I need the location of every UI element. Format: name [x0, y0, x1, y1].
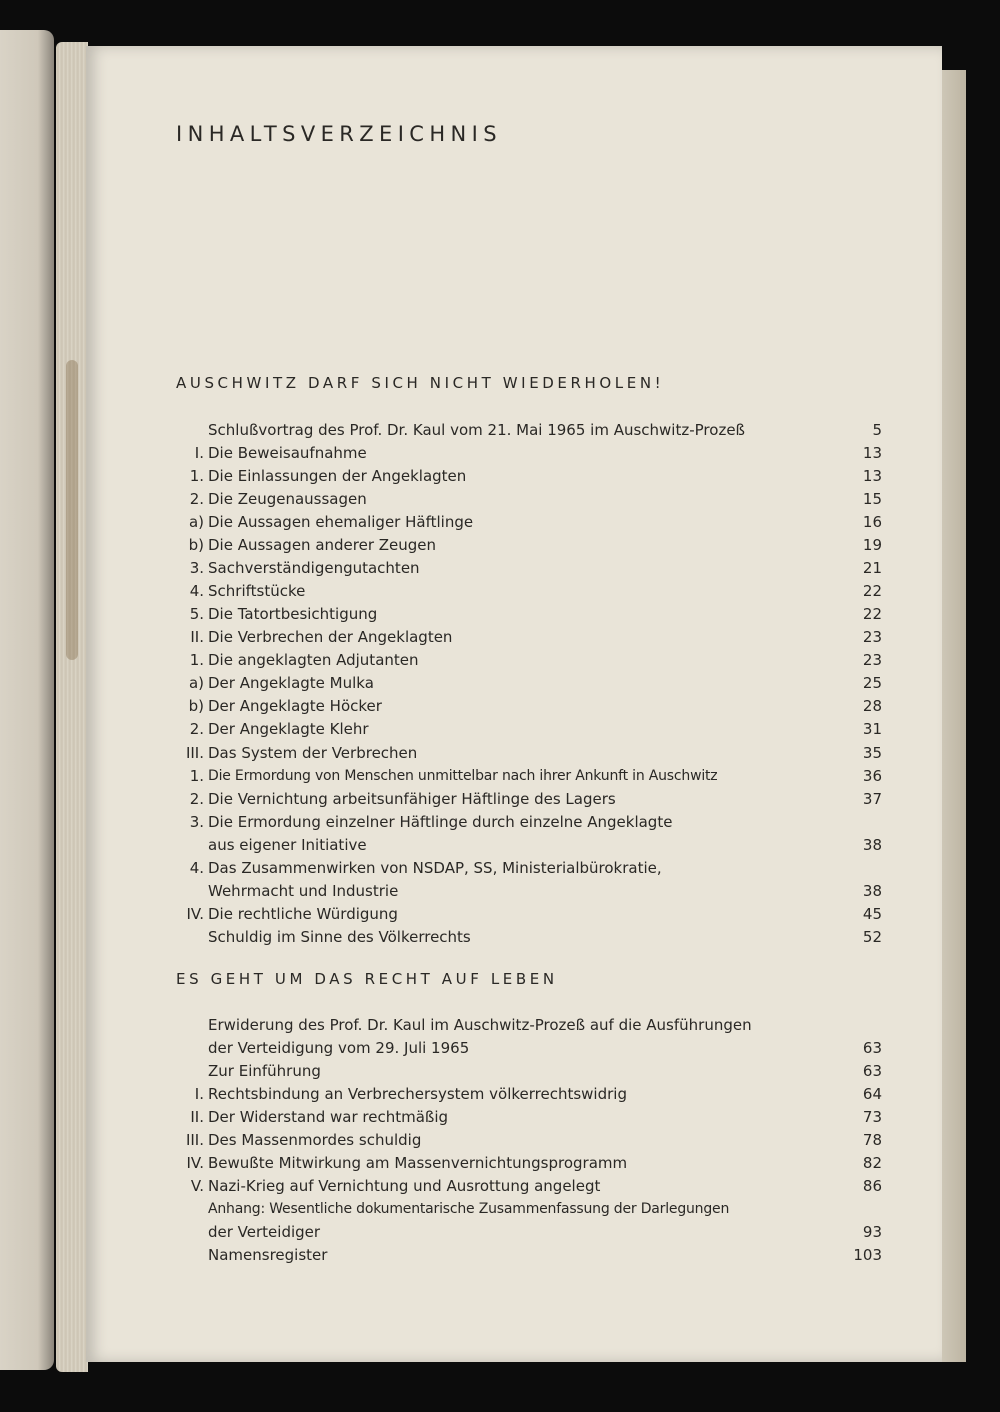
toc-entry [150, 649, 890, 671]
toc-entry-title: Schriftstücke [208, 582, 306, 600]
toc-entry-page: 93 [862, 1223, 882, 1241]
toc-entry-title: Bewußte Mitwirkung am Massenvernichtungsprogramm [208, 1154, 628, 1172]
toc-entry-number: II. [190, 1108, 204, 1126]
toc-entry-title: aus eigener Initiative [208, 836, 367, 854]
toc-entry-title: Die Vernichtung arbeitsunfähiger Häftlinge des Lagers [208, 790, 616, 808]
section-heading-recht-auf-leben: ES GEHT UM DAS RECHT AUF LEBEN [176, 970, 558, 988]
toc-entry-title: der Verteidiger [208, 1223, 321, 1241]
toc-entry-page: 5 [872, 421, 882, 439]
toc-entry-page: 63 [862, 1062, 882, 1080]
toc-entry-number: 2. [189, 720, 204, 738]
toc-entry-page: 22 [862, 582, 882, 600]
toc-entry [150, 765, 890, 787]
toc-entry-page: 45 [862, 905, 882, 923]
toc-entry-page: 31 [862, 720, 882, 738]
toc-entry [150, 1152, 890, 1174]
toc-entry [150, 903, 890, 925]
toc-entry-number: V. [190, 1177, 204, 1195]
toc-entry [150, 442, 890, 464]
toc-entry-title: Erwiderung des Prof. Dr. Kaul im Auschwitz-Prozeß auf die Ausführungen [208, 1016, 752, 1034]
toc-entry-title: Rechtsbindung an Verbrechersystem völkerrechtswidrig [208, 1085, 627, 1103]
toc-entry [150, 1129, 890, 1151]
toc-entry-title: Die Beweisaufnahme [208, 444, 367, 462]
toc-entry [150, 672, 890, 694]
toc-entry-title: Namensregister [208, 1246, 328, 1264]
left-page-edge [0, 30, 54, 1370]
toc-entry [150, 511, 890, 533]
toc-entry [150, 926, 890, 948]
toc-entry [150, 834, 890, 856]
toc-entry-title: Die Ermordung von Menschen unmittelbar nach ihrer Ankunft in Auschwitz [208, 768, 718, 784]
toc-entry-title: Wehrmacht und Industrie [208, 882, 399, 900]
section-heading-auschwitz: AUSCHWITZ DARF SICH NICHT WIEDERHOLEN! [176, 374, 665, 392]
toc-entry-title: Die Aussagen anderer Zeugen [208, 536, 437, 554]
toc-entry [150, 857, 890, 879]
toc-entry-page: 19 [862, 536, 882, 554]
toc-entry-title: Die Tatortbesichtigung [208, 605, 378, 623]
toc-entry-page: 25 [862, 674, 882, 692]
toc-entry-title: Die Aussagen ehemaliger Häftlinge [208, 513, 474, 531]
toc-entry-number: a) [188, 674, 204, 692]
toc-entry-page: 16 [862, 513, 882, 531]
toc-entry-title: Der Widerstand war rechtmäßig [208, 1108, 449, 1126]
toc-entry-title: Schlußvortrag des Prof. Dr. Kaul vom 21. Mai 1965 im Auschwitz-Prozeß [208, 421, 745, 439]
toc-entry-page: 86 [862, 1177, 882, 1195]
toc-entry [150, 626, 890, 648]
toc-entry-page: 78 [862, 1131, 882, 1149]
toc-entry-number: 1. [189, 651, 204, 669]
toc-entry-title: Des Massenmordes schuldig [208, 1131, 422, 1149]
toc-entry-number: I. [194, 1085, 204, 1103]
toc-entry [150, 1014, 890, 1036]
toc-entry-page: 73 [862, 1108, 882, 1126]
toc-entry [150, 1221, 890, 1243]
toc-entry-title: Die Einlassungen der Angeklagten [208, 467, 467, 485]
toc-entry-page: 82 [862, 1154, 882, 1172]
toc-entry-number: 2. [189, 490, 204, 508]
toc-entry [150, 1106, 890, 1128]
toc-entry-title: Sachverständigengutachten [208, 559, 420, 577]
toc-entry-title: Die Verbrechen der Angeklagten [208, 628, 453, 646]
toc-entry-number: 4. [189, 582, 204, 600]
toc-entry [150, 718, 890, 740]
toc-entry-number: IV. [186, 905, 204, 923]
toc-entry-page: 13 [862, 444, 882, 462]
toc-entry-title: Schuldig im Sinne des Völkerrechts [208, 928, 471, 946]
toc-entry-title: Zur Einführung [208, 1062, 321, 1080]
toc-entry [150, 695, 890, 717]
toc-entry [150, 488, 890, 510]
page-title: INHALTSVERZEICHNIS [176, 122, 502, 146]
toc-entry-title: Der Angeklagte Mulka [208, 674, 374, 692]
toc-entry [150, 1244, 890, 1266]
toc-entry-page: 37 [862, 790, 882, 808]
toc-entry-page: 103 [853, 1246, 882, 1264]
toc-entry [150, 534, 890, 556]
toc-entry-number: IV. [186, 1154, 204, 1172]
page-stack-edges [56, 42, 88, 1372]
toc-entry-page: 28 [862, 697, 882, 715]
toc-entry [150, 1060, 890, 1082]
toc-entry-number: 3. [189, 559, 204, 577]
toc-entry [150, 880, 890, 902]
toc-entry-number: 1. [189, 467, 204, 485]
toc-entry-number: b) [188, 697, 204, 715]
toc-entry-title: Der Angeklagte Klehr [208, 720, 369, 738]
toc-entry [150, 1037, 890, 1059]
toc-entry-number: 1. [189, 767, 204, 785]
toc-entry [150, 811, 890, 833]
toc-entry-number: 3. [189, 813, 204, 831]
toc-entry-page: 63 [862, 1039, 882, 1057]
toc-entry-number: 4. [189, 859, 204, 877]
page-edge-stain [66, 360, 78, 660]
toc-entry-title: Nazi-Krieg auf Vernichtung und Ausrottung angelegt [208, 1177, 601, 1195]
toc-entry-page: 15 [862, 490, 882, 508]
toc-entry-page: 36 [862, 767, 882, 785]
toc-entry-title: Das System der Verbrechen [208, 744, 418, 762]
toc-entry-page: 23 [862, 651, 882, 669]
toc-entry-title: Das Zusammenwirken von NSDAP, SS, Ministerialbürokratie, [208, 859, 662, 877]
toc-entry-title: Die rechtliche Würdigung [208, 905, 398, 923]
toc-entry [150, 1175, 890, 1197]
toc-entry-title: Der Angeklagte Höcker [208, 697, 382, 715]
toc-entry-page: 22 [862, 605, 882, 623]
toc-entry-page: 38 [862, 882, 882, 900]
toc-entry-page: 21 [862, 559, 882, 577]
toc-entry-number: 5. [189, 605, 204, 623]
toc-entry-title: Die Ermordung einzelner Häftlinge durch einzelne Angeklagte [208, 813, 673, 831]
toc-entry-page: 38 [862, 836, 882, 854]
toc-entry-number: b) [188, 536, 204, 554]
toc-entry-page: 35 [862, 744, 882, 762]
toc-entry-number: 2. [189, 790, 204, 808]
toc-entry-number: I. [194, 444, 204, 462]
toc-entry [150, 419, 890, 441]
toc-entry-number: II. [190, 628, 204, 646]
toc-entry-page: 64 [862, 1085, 882, 1103]
toc-entry-number: a) [188, 513, 204, 531]
toc-entry [150, 465, 890, 487]
toc-entry [150, 603, 890, 625]
toc-entry-page: 13 [862, 467, 882, 485]
right-page-edge [940, 70, 966, 1362]
toc-entry [150, 788, 890, 810]
toc-entry-page: 52 [862, 928, 882, 946]
toc-entry [150, 1083, 890, 1105]
toc-entry-number: III. [185, 744, 204, 762]
toc-entry-page: 23 [862, 628, 882, 646]
toc-entry [150, 1198, 890, 1220]
toc-entry-title: Die Zeugenaussagen [208, 490, 367, 508]
toc-entry [150, 742, 890, 764]
toc-entry-title: Die angeklagten Adjutanten [208, 651, 419, 669]
toc-entry-title: der Verteidigung vom 29. Juli 1965 [208, 1039, 470, 1057]
toc-entry-number: III. [185, 1131, 204, 1149]
toc-entry [150, 580, 890, 602]
toc-entry-title: Anhang: Wesentliche dokumentarische Zusammenfassung der Darlegungen [208, 1201, 730, 1217]
toc-entry [150, 557, 890, 579]
